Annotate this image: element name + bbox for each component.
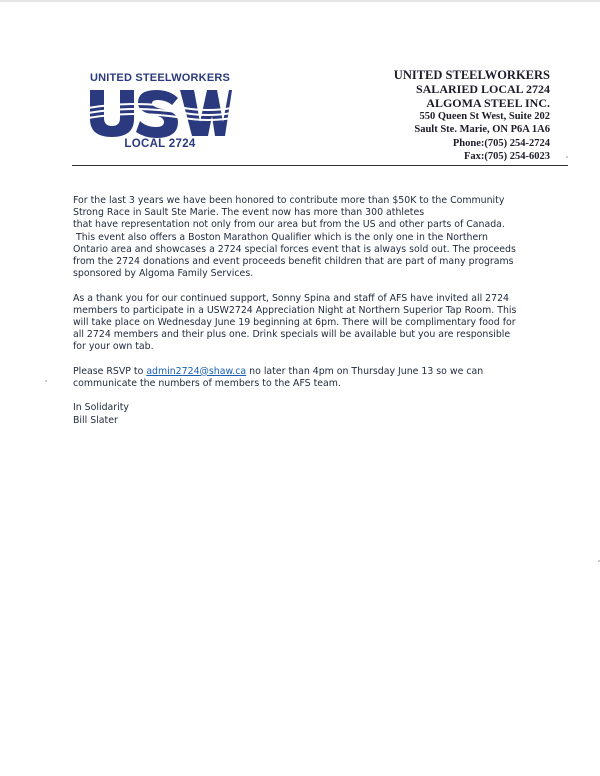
sign-off xyxy=(73,402,548,426)
signature-name: Bill Slater xyxy=(73,414,118,426)
address-local: SALARIED LOCAL 2724 xyxy=(415,82,550,96)
address-org: UNITED STEELWORKERS xyxy=(393,68,550,82)
paragraph-1-line: Ontario area and showcases a 2724 special forces event that is always sold out. The proceeds xyxy=(73,243,516,255)
usw-logo xyxy=(85,72,235,154)
paragraph-1 xyxy=(73,195,548,280)
scan-speck xyxy=(566,156,568,158)
letterhead-address xyxy=(290,68,550,163)
scan-speck xyxy=(45,380,47,382)
scan-top-edge xyxy=(0,0,600,2)
logo-top-text: UNITED STEELWORKERS xyxy=(89,72,231,84)
letter-body xyxy=(73,195,548,439)
rsvp-prefix: Please RSVP to xyxy=(73,365,147,377)
closing: In Solidarity xyxy=(73,402,129,414)
address-city: Sault Ste. Marie, ON P6A 1A6 xyxy=(414,124,550,136)
rsvp-line-2: communicate the numbers of members to the AFS team. xyxy=(73,378,341,390)
usw-logo-mark xyxy=(88,88,232,138)
logo-bottom-text: LOCAL 2724 xyxy=(124,138,196,150)
paragraph-2-line: for your own tab. xyxy=(73,341,154,353)
paragraph-1-line: For the last 3 years we have been honored to contribute more than $50K to the Community xyxy=(73,195,505,206)
rsvp-suffix: no later than 4pm on Thursday June 13 so we can xyxy=(246,365,484,377)
paragraph-2 xyxy=(73,293,548,354)
rsvp-line-1 xyxy=(73,366,548,378)
paragraph-1-line: sponsored by Algoma Family Services. xyxy=(73,268,254,280)
rsvp-email-link[interactable]: admin2724@shaw.ca xyxy=(146,365,247,377)
letterhead-divider xyxy=(72,165,568,166)
rsvp-paragraph xyxy=(73,366,548,390)
address-company: ALGOMA STEEL INC. xyxy=(426,96,550,110)
paragraph-2-line: members to participate in a USW2724 Appreciation Night at Northern Superior Tap Room. This xyxy=(73,304,517,316)
paragraph-1-line: This event also offers a Boston Marathon Qualifier which is the only one in the Northern xyxy=(73,231,488,243)
address-phone: Phone:(705) 254-2724 xyxy=(452,137,550,149)
paragraph-2-line: all 2724 members and their plus one. Drink specials will be available but you are responsible xyxy=(73,329,511,341)
address-street: 550 Queen St West, Suite 202 xyxy=(419,111,550,122)
paragraph-1-line: from the 2724 donations and event proceeds benefit children that are part of many programs xyxy=(73,256,514,268)
paragraph-1-line: that have representation not only from our area but from the US and other parts of Canada. xyxy=(73,219,505,231)
paragraph-2-line: As a thank you for our continued support, Sonny Spina and staff of AFS have invited all 2724 xyxy=(73,292,510,304)
paragraph-1-line: Strong Race in Sault Ste Marie. The event now has more than 300 athletes xyxy=(73,207,425,219)
paragraph-2-line: will take place on Wednesday June 19 beginning at 6pm. There will be complimentary food for xyxy=(73,317,516,329)
address-fax: Fax:(705) 254-6023 xyxy=(463,150,550,162)
